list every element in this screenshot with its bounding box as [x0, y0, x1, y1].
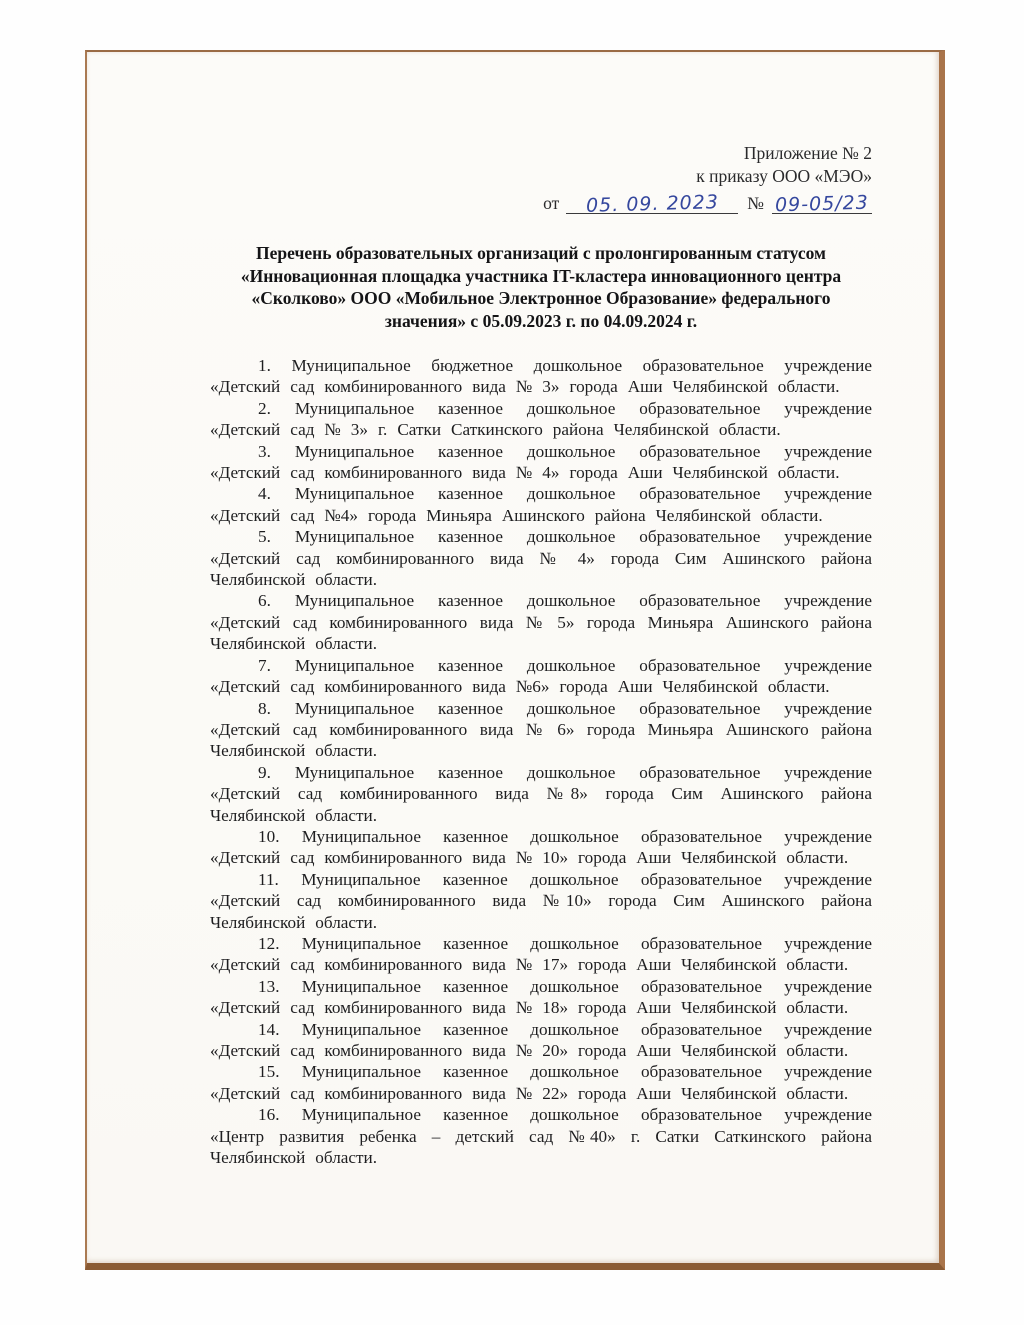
item-number: 1.: [258, 356, 271, 375]
order-recipient-line: к приказу ООО «МЭО»: [696, 166, 872, 186]
list-item: [210, 826, 872, 869]
item-number: 2.: [258, 398, 271, 418]
document-title: Перечень образовательных организаций с пролонгированным статусом «Инновационная площадка участника IT-кластера инновационного центра «Сколково» ООО «Мобильное Электронное Образование» федерального значения» с 05.09.2023 г. по 04.09.2024 г.: [240, 243, 842, 331]
item-number: 12.: [258, 933, 280, 953]
item-number: 9.: [258, 762, 271, 782]
number-underline: [772, 191, 872, 217]
page-content: [87, 52, 939, 1263]
item-text: Муниципальное казенное дошкольное образовательное учреждение «Детский сад комбинированного вида № 22» города Аши Челябинской области.: [210, 1062, 872, 1103]
list-item: [210, 698, 872, 762]
list-item: [210, 762, 872, 826]
item-text: Муниципальное казенное дошкольное образовательное учреждение «Детский сад комбинированного вида №10» города Сим Ашинского района Челябинской области.: [210, 869, 872, 932]
item-text: Муниципальное казенное дошкольное образовательное учреждение «Детский сад комбинированного вида № 6» города Миньяра Ашинского района Челябинской области.: [210, 698, 872, 761]
list-item: [210, 483, 872, 526]
item-text: Муниципальное казенное дошкольное образовательное учреждение «Детский сад комбинированного вида №6» города Аши Челябинской области.: [210, 655, 872, 697]
item-text: Муниципальное казенное дошкольное образовательное учреждение «Детский сад комбинированного вида №8» города Сим Ашинского района Челябинской области.: [210, 762, 872, 825]
item-number: 6.: [258, 591, 271, 611]
item-text: Муниципальное бюджетное дошкольное образовательное учреждение «Детский сад комбинированного вида № 3» города Аши Челябинской области.: [210, 356, 873, 397]
handwritten-date: 05. 09. 2023: [585, 191, 720, 217]
item-number: 5.: [258, 527, 271, 547]
item-number: 14.: [258, 1019, 280, 1039]
item-text: Муниципальное казенное дошкольное образовательное учреждение «Детский сад комбинированного вида № 20» города Аши Челябинской области.: [210, 1019, 872, 1060]
list-item: [210, 1104, 872, 1168]
org-list: [210, 355, 872, 1168]
list-item: [210, 869, 872, 933]
item-number: 13.: [258, 976, 280, 996]
list-item: [210, 655, 872, 698]
list-item: [210, 441, 872, 484]
list-item: [210, 590, 872, 654]
list-item: [210, 355, 872, 398]
paper-sheet: [85, 50, 945, 1270]
list-item: [210, 1061, 872, 1104]
order-date-line: [210, 190, 872, 216]
item-text: Муниципальное казенное дошкольное образовательное учреждение «Детский сад комбинированного вида № 10» города Аши Челябинской области.: [210, 826, 872, 868]
item-number: 8.: [258, 698, 271, 718]
item-number: 11.: [258, 869, 279, 889]
item-number: 4.: [258, 484, 271, 504]
item-number: 16.: [258, 1105, 280, 1125]
item-text: Муниципальное казенное дошкольное образовательное учреждение «Детский сад № 3» г. Сатки Саткинского района Челябинской области.: [210, 398, 872, 440]
item-text: Муниципальное казенное дошкольное образовательное учреждение «Детский сад комбинированного вида № 4» города Сим Ашинского района Челябинской области.: [210, 527, 872, 590]
item-number: 15.: [258, 1062, 280, 1082]
item-number: 10.: [258, 826, 280, 846]
item-text: Муниципальное казенное дошкольное образовательное учреждение «Детский сад комбинированного вида № 18» города Аши Челябинской области.: [210, 976, 872, 1018]
list-item: [210, 398, 872, 441]
from-label: от: [543, 193, 560, 213]
item-number: 3.: [258, 441, 271, 461]
item-text: Муниципальное казенное дошкольное образовательное учреждение «Детский сад №4» города Миньяра Ашинского района Челябинской области.: [210, 484, 872, 525]
item-text: Муниципальное казенное дошкольное образовательное учреждение «Детский сад комбинированного вида № 5» города Миньяра Ашинского района Челябинской области.: [210, 591, 872, 654]
item-number: 7.: [258, 655, 271, 675]
item-text: Муниципальное казенное дошкольное образовательное учреждение «Центр развития ребенка – детский сад №40» г. Сатки Саткинского района Челябинской области.: [210, 1105, 872, 1168]
list-item: [210, 933, 872, 976]
list-item: [210, 976, 872, 1019]
handwritten-number: 09-05/23: [774, 191, 870, 217]
item-text: Муниципальное казенное дошкольное образовательное учреждение «Детский сад комбинированного вида № 17» города Аши Челябинской области.: [210, 933, 872, 975]
date-underline: [566, 191, 738, 217]
order-header: [210, 142, 872, 216]
appendix-line: Приложение № 2: [743, 143, 872, 163]
item-text: Муниципальное казенное дошкольное образовательное учреждение «Детский сад комбинированного вида № 4» города Аши Челябинской области.: [210, 441, 872, 483]
number-sign-label: №: [747, 193, 764, 213]
list-item: [210, 1019, 872, 1062]
list-item: [210, 526, 872, 590]
